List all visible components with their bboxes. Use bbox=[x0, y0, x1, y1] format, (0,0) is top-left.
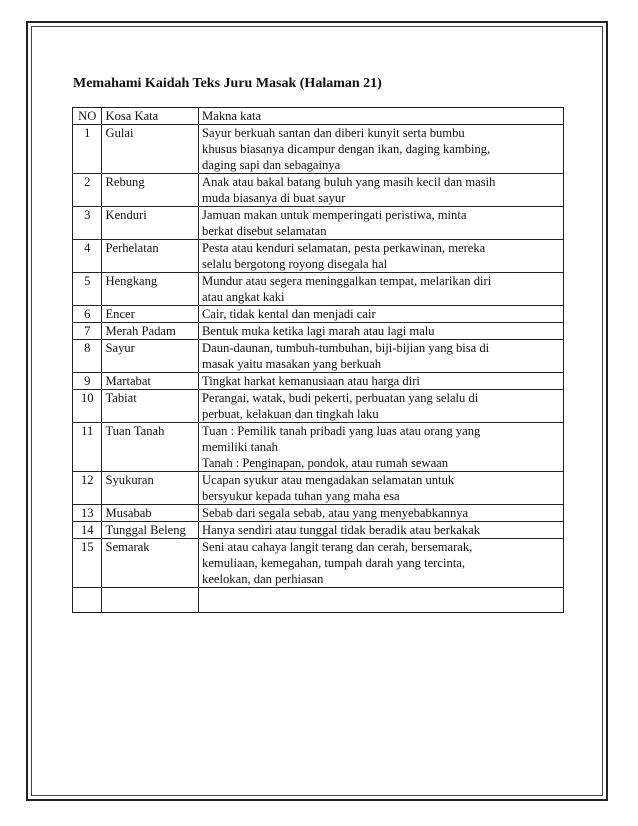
meaning-line: Ucapan syukur atau mengadakan selamatan untuk bbox=[202, 473, 455, 487]
row-word: Hengkang bbox=[102, 273, 199, 306]
row-word: Kenduri bbox=[102, 207, 199, 240]
table-row bbox=[73, 125, 564, 174]
row-word: Perhelatan bbox=[102, 240, 199, 273]
table-row bbox=[73, 323, 564, 340]
meaning-line: daging sapi dan sebagainya bbox=[202, 158, 341, 172]
empty-cell bbox=[102, 588, 199, 613]
meaning-line: memiliki tanah bbox=[202, 440, 278, 454]
meaning-line: selalu bergotong royong disegala hal bbox=[202, 257, 388, 271]
row-word: Tabiat bbox=[102, 390, 199, 423]
header-makna-kata: Makna kata bbox=[199, 108, 564, 125]
row-word: Merah Padam bbox=[102, 323, 199, 340]
row-word: Gulai bbox=[102, 125, 199, 174]
meaning-line: Tingkat harkat kemanusiaan atau harga diri bbox=[202, 374, 420, 388]
meaning-line: Mundur atau segera meninggalkan tempat, melarikan diri bbox=[202, 274, 492, 288]
row-word: Martabat bbox=[102, 373, 199, 390]
row-number: 6 bbox=[73, 306, 102, 323]
table-row bbox=[73, 373, 564, 390]
meaning-line: Tuan : Pemilik tanah pribadi yang luas atau orang yang bbox=[202, 424, 481, 438]
row-meaning bbox=[199, 207, 564, 240]
row-word: Semarak bbox=[102, 539, 199, 588]
meaning-line: Bentuk muka ketika lagi marah atau lagi malu bbox=[202, 324, 435, 338]
row-number: 12 bbox=[73, 472, 102, 505]
table-header-row bbox=[73, 108, 564, 125]
table-row bbox=[73, 390, 564, 423]
row-number: 1 bbox=[73, 125, 102, 174]
row-number: 3 bbox=[73, 207, 102, 240]
meaning-line: Perangai, watak, budi pekerti, perbuatan yang selalu di bbox=[202, 391, 479, 405]
row-number: 15 bbox=[73, 539, 102, 588]
row-meaning bbox=[199, 505, 564, 522]
meaning-line: Anak atau bakal batang buluh yang masih kecil dan masih bbox=[202, 175, 496, 189]
row-word: Musabab bbox=[102, 505, 199, 522]
table-row bbox=[73, 306, 564, 323]
meaning-line: keelokan, dan perhiasan bbox=[202, 572, 324, 586]
meaning-line: Cair, tidak kental dan menjadi cair bbox=[202, 307, 376, 321]
row-number: 7 bbox=[73, 323, 102, 340]
row-meaning bbox=[199, 373, 564, 390]
meaning-line: Daun-daunan, tumbuh-tumbuhan, biji-bijian yang bisa di bbox=[202, 341, 490, 355]
meaning-line: atau angkat kaki bbox=[202, 290, 285, 304]
row-meaning bbox=[199, 340, 564, 373]
meaning-line: Tanah : Penginapan, pondok, atau rumah sewaan bbox=[202, 456, 449, 470]
row-meaning bbox=[199, 423, 564, 472]
meaning-line: muda biasanya di buat sayur bbox=[202, 191, 346, 205]
meaning-line: Pesta atau kenduri selamatan, pesta perkawinan, mereka bbox=[202, 241, 486, 255]
row-meaning bbox=[199, 522, 564, 539]
meaning-line: masak yaitu masakan yang berkuah bbox=[202, 357, 382, 371]
table-row bbox=[73, 472, 564, 505]
row-number: 4 bbox=[73, 240, 102, 273]
row-meaning bbox=[199, 472, 564, 505]
row-meaning bbox=[199, 539, 564, 588]
header-kosa-kata: Kosa Kata bbox=[102, 108, 199, 125]
row-meaning bbox=[199, 323, 564, 340]
header-no: NO bbox=[73, 108, 102, 125]
table-row bbox=[73, 539, 564, 588]
meaning-line: kemuliaan, kemegahan, tumpah darah yang tercinta, bbox=[202, 556, 465, 570]
table-row-empty bbox=[73, 588, 564, 613]
row-number: 5 bbox=[73, 273, 102, 306]
row-meaning bbox=[199, 125, 564, 174]
row-meaning bbox=[199, 240, 564, 273]
meaning-line: bersyukur kepada tuhan yang maha esa bbox=[202, 489, 400, 503]
row-number: 11 bbox=[73, 423, 102, 472]
empty-cell bbox=[73, 588, 102, 613]
row-word: Rebung bbox=[102, 174, 199, 207]
vocabulary-table bbox=[72, 107, 564, 613]
row-number: 13 bbox=[73, 505, 102, 522]
row-number: 8 bbox=[73, 340, 102, 373]
page-title: Memahami Kaidah Teks Juru Masak (Halaman 21) bbox=[73, 76, 382, 91]
table-row bbox=[73, 340, 564, 373]
table-row bbox=[73, 505, 564, 522]
meaning-line: khusus biasanya dicampur dengan ikan, daging kambing, bbox=[202, 142, 491, 156]
table-row bbox=[73, 423, 564, 472]
table-row bbox=[73, 273, 564, 306]
meaning-line: Sayur berkuah santan dan diberi kunyit serta bumbu bbox=[202, 126, 465, 140]
row-word: Tunggal Beleng bbox=[102, 522, 199, 539]
table-row bbox=[73, 207, 564, 240]
row-word: Tuan Tanah bbox=[102, 423, 199, 472]
row-number: 2 bbox=[73, 174, 102, 207]
row-word: Syukuran bbox=[102, 472, 199, 505]
table-body bbox=[73, 125, 564, 613]
empty-cell bbox=[199, 588, 564, 613]
meaning-line: Hanya sendiri atau tunggal tidak beradik atau berkakak bbox=[202, 523, 481, 537]
row-meaning bbox=[199, 174, 564, 207]
row-meaning bbox=[199, 273, 564, 306]
meaning-line: Jamuan makan untuk memperingati peristiwa, minta bbox=[202, 208, 467, 222]
row-meaning bbox=[199, 306, 564, 323]
row-word: Encer bbox=[102, 306, 199, 323]
meaning-line: Seni atau cahaya langit terang dan cerah, bersemarak, bbox=[202, 540, 473, 554]
meaning-line: berkat disebut selamatan bbox=[202, 224, 327, 238]
meaning-line: Sebab dari segala sebab, atau yang menyebabkannya bbox=[202, 506, 469, 520]
row-number: 10 bbox=[73, 390, 102, 423]
table-row bbox=[73, 522, 564, 539]
table-row bbox=[73, 240, 564, 273]
table-row bbox=[73, 174, 564, 207]
meaning-line: perbuat, kelakuan dan tingkah laku bbox=[202, 407, 379, 421]
row-word: Sayur bbox=[102, 340, 199, 373]
row-meaning bbox=[199, 390, 564, 423]
row-number: 9 bbox=[73, 373, 102, 390]
row-number: 14 bbox=[73, 522, 102, 539]
